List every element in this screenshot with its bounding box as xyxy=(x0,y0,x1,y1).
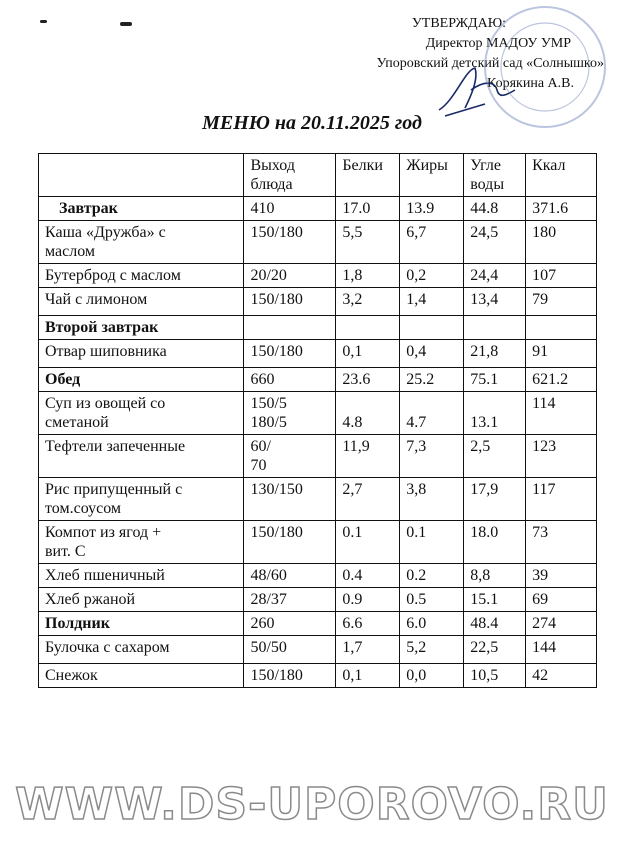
dish-fat xyxy=(400,316,464,340)
dish-protein: 0.4 xyxy=(336,564,400,588)
dish-fat: 7,3 xyxy=(400,435,464,478)
dish-output: 150/180 xyxy=(244,664,336,688)
dish-carbs: 10,5 xyxy=(464,664,526,688)
dish-fat: 6.0 xyxy=(400,612,464,636)
dish-output: 28/37 xyxy=(244,588,336,612)
dish-fat: 0.5 xyxy=(400,588,464,612)
table-row xyxy=(39,221,597,264)
table-row xyxy=(39,636,597,664)
header-cell: Ккал xyxy=(526,154,597,197)
dish-name: Полдник xyxy=(39,612,244,636)
dish-name: Каша «Дружба» с маслом xyxy=(39,221,244,264)
dish-protein: 0.1 xyxy=(336,521,400,564)
dish-protein: 17.0 xyxy=(336,197,400,221)
dish-fat: 25.2 xyxy=(400,368,464,392)
dish-protein: 1,7 xyxy=(336,636,400,664)
table-row xyxy=(39,612,597,636)
table-row xyxy=(39,588,597,612)
dish-kcal: 107 xyxy=(526,264,597,288)
dish-name: Отвар шиповника xyxy=(39,340,244,368)
dish-output: 260 xyxy=(244,612,336,636)
dish-carbs: 44.8 xyxy=(464,197,526,221)
menu-table xyxy=(38,153,597,688)
dish-kcal: 39 xyxy=(526,564,597,588)
dish-output: 150/180 xyxy=(244,221,336,264)
dish-fat: 5,2 xyxy=(400,636,464,664)
dish-carbs: 8,8 xyxy=(464,564,526,588)
dish-carbs: 13,4 xyxy=(464,288,526,316)
dish-carbs: 15.1 xyxy=(464,588,526,612)
table-row xyxy=(39,197,597,221)
dish-protein: 2,7 xyxy=(336,478,400,521)
dish-carbs: 2,5 xyxy=(464,435,526,478)
approval-organization: Упоровский детский сад «Солнышко» xyxy=(376,56,604,71)
dish-output: 48/60 xyxy=(244,564,336,588)
dish-fat: 0,0 xyxy=(400,664,464,688)
dish-kcal: 79 xyxy=(526,288,597,316)
scan-speck xyxy=(120,22,132,26)
dish-name: Бутерброд с маслом xyxy=(39,264,244,288)
dish-fat: 4.7 xyxy=(400,392,464,435)
dish-carbs: 75.1 xyxy=(464,368,526,392)
table-row xyxy=(39,340,597,368)
dish-protein: 0,1 xyxy=(336,340,400,368)
dish-protein: 4.8 xyxy=(336,392,400,435)
scan-speck xyxy=(40,20,47,23)
dish-output: 20/20 xyxy=(244,264,336,288)
dish-output: 150/180 xyxy=(244,288,336,316)
dish-name: Хлеб ржаной xyxy=(39,588,244,612)
dish-carbs: 13.1 xyxy=(464,392,526,435)
dish-protein: 1,8 xyxy=(336,264,400,288)
header-cell: Выход блюда xyxy=(244,154,336,197)
dish-name: Тефтели запеченные xyxy=(39,435,244,478)
dish-output xyxy=(244,316,336,340)
approval-director-name: Корякина А.В. xyxy=(486,76,574,91)
dish-carbs: 24,5 xyxy=(464,221,526,264)
dish-kcal: 274 xyxy=(526,612,597,636)
header-cell xyxy=(39,154,244,197)
dish-fat: 3,8 xyxy=(400,478,464,521)
header-cell: Жиры xyxy=(400,154,464,197)
table-row xyxy=(39,316,597,340)
dish-name: Чай с лимоном xyxy=(39,288,244,316)
dish-protein: 6.6 xyxy=(336,612,400,636)
dish-kcal: 180 xyxy=(526,221,597,264)
dish-kcal: 114 xyxy=(526,392,597,435)
dish-kcal xyxy=(526,316,597,340)
dish-kcal: 42 xyxy=(526,664,597,688)
page-title: МЕНЮ на 20.11.2025 год xyxy=(202,112,422,134)
dish-protein: 5,5 xyxy=(336,221,400,264)
table-row xyxy=(39,392,597,435)
dish-carbs: 17,9 xyxy=(464,478,526,521)
dish-kcal: 73 xyxy=(526,521,597,564)
dish-fat: 13.9 xyxy=(400,197,464,221)
site-watermark: WWW.DS-UPOROVO.RU xyxy=(15,779,609,830)
dish-fat: 1,4 xyxy=(400,288,464,316)
dish-name: Рис припущенный с том.соусом xyxy=(39,478,244,521)
dish-name: Хлеб пшеничный xyxy=(39,564,244,588)
dish-fat: 0,2 xyxy=(400,264,464,288)
table-row xyxy=(39,264,597,288)
header-cell: Белки xyxy=(336,154,400,197)
dish-kcal: 371.6 xyxy=(526,197,597,221)
dish-fat: 0,4 xyxy=(400,340,464,368)
header-cell: Угле воды xyxy=(464,154,526,197)
dish-kcal: 621.2 xyxy=(526,368,597,392)
dish-protein: 11,9 xyxy=(336,435,400,478)
table-row xyxy=(39,664,597,688)
dish-name: Булочка с сахаром xyxy=(39,636,244,664)
dish-output: 150/180 xyxy=(244,340,336,368)
dish-name: Второй завтрак xyxy=(39,316,244,340)
dish-carbs: 21,8 xyxy=(464,340,526,368)
dish-kcal: 117 xyxy=(526,478,597,521)
dish-output: 150/180 xyxy=(244,521,336,564)
approval-heading: УТВЕРЖДАЮ: xyxy=(411,16,506,31)
dish-fat: 0.1 xyxy=(400,521,464,564)
dish-carbs: 22,5 xyxy=(464,636,526,664)
dish-protein: 3,2 xyxy=(336,288,400,316)
dish-fat: 0.2 xyxy=(400,564,464,588)
dish-carbs xyxy=(464,316,526,340)
dish-kcal: 91 xyxy=(526,340,597,368)
dish-protein: 0,1 xyxy=(336,664,400,688)
dish-fat: 6,7 xyxy=(400,221,464,264)
dish-output: 410 xyxy=(244,197,336,221)
dish-output: 660 xyxy=(244,368,336,392)
approval-position: Директор МАДОУ УМР xyxy=(425,36,571,51)
dish-carbs: 48.4 xyxy=(464,612,526,636)
dish-kcal: 144 xyxy=(526,636,597,664)
dish-output: 50/50 xyxy=(244,636,336,664)
dish-name: Завтрак xyxy=(39,197,244,221)
table-header-row xyxy=(39,154,597,197)
table-row xyxy=(39,521,597,564)
table-row xyxy=(39,435,597,478)
dish-output: 150/5 180/5 xyxy=(244,392,336,435)
dish-name: Снежок xyxy=(39,664,244,688)
table-row xyxy=(39,564,597,588)
dish-protein: 23.6 xyxy=(336,368,400,392)
dish-name: Суп из овощей со сметаной xyxy=(39,392,244,435)
dish-kcal: 123 xyxy=(526,435,597,478)
table-row xyxy=(39,368,597,392)
dish-name: Обед xyxy=(39,368,244,392)
dish-output: 130/150 xyxy=(244,478,336,521)
dish-protein xyxy=(336,316,400,340)
table-row xyxy=(39,288,597,316)
dish-kcal: 69 xyxy=(526,588,597,612)
table-row xyxy=(39,478,597,521)
dish-name: Компот из ягод + вит. С xyxy=(39,521,244,564)
dish-output: 60/ 70 xyxy=(244,435,336,478)
dish-carbs: 18.0 xyxy=(464,521,526,564)
dish-carbs: 24,4 xyxy=(464,264,526,288)
dish-protein: 0.9 xyxy=(336,588,400,612)
